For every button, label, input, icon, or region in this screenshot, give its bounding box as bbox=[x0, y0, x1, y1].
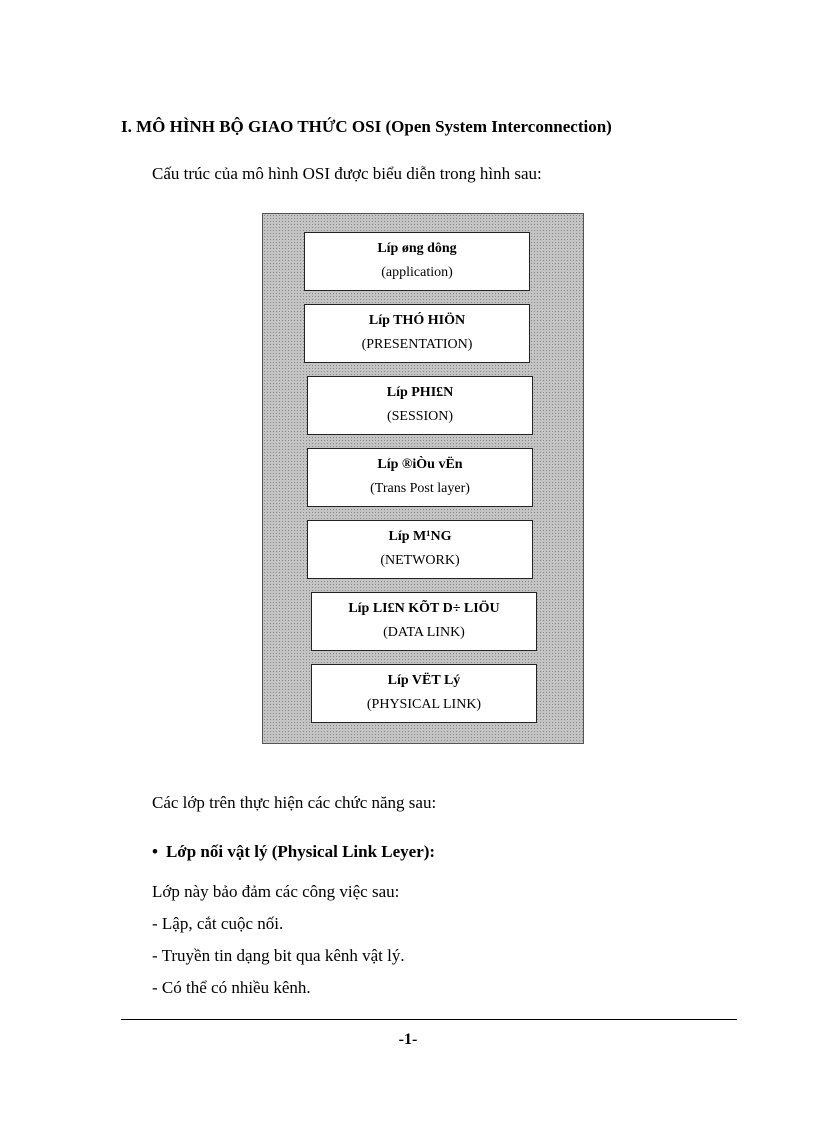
page-number: -1- bbox=[398, 1031, 418, 1048]
osi-layer-network bbox=[307, 520, 533, 579]
layer-name: Líp PHI£N bbox=[386, 385, 454, 400]
layer-subtitle: (PRESENTATION) bbox=[361, 337, 473, 352]
layer-subtitle: (PHYSICAL LINK) bbox=[366, 697, 482, 712]
layer-subtitle: (application) bbox=[381, 265, 453, 280]
osi-model-diagram bbox=[262, 213, 584, 744]
osi-layer-application bbox=[304, 232, 530, 291]
osi-layer-presentation bbox=[304, 304, 530, 363]
osi-layer-session bbox=[307, 376, 533, 435]
layer-name: Líp M¹NG bbox=[388, 529, 452, 544]
layer-name: Líp THÓ HIÖN bbox=[368, 313, 466, 328]
bullet-icon: • bbox=[152, 842, 158, 861]
section-heading: I. MÔ HÌNH BỘ GIAO THỨC OSI (Open System Interconnection) bbox=[121, 117, 612, 136]
bullet-item bbox=[152, 842, 435, 862]
layer-name: Líp ®iÒu vËn bbox=[377, 457, 463, 472]
body-line: Lớp này bảo đảm các công việc sau: bbox=[152, 882, 400, 901]
layer-subtitle: (DATA LINK) bbox=[383, 625, 465, 640]
layer-subtitle: (SESSION) bbox=[386, 409, 454, 424]
layer-subtitle: (Trans Post layer) bbox=[370, 481, 470, 496]
osi-layer-physical bbox=[311, 664, 537, 723]
layer-name: Líp VËT Lý bbox=[387, 673, 461, 688]
layer-name: Líp øng dông bbox=[377, 241, 457, 256]
body-line: - Có thể có nhiều kênh. bbox=[152, 978, 311, 997]
bullet-title: Lớp nối vật lý (Physical Link Leyer): bbox=[165, 842, 436, 861]
body-line: - Truyền tin dạng bit qua kênh vật lý. bbox=[152, 946, 405, 965]
functions-intro: Các lớp trên thực hiện các chức năng sau: bbox=[152, 793, 437, 812]
layer-subtitle: (NETWORK) bbox=[380, 553, 460, 568]
footer-divider bbox=[121, 1019, 737, 1020]
osi-layer-data-link bbox=[311, 592, 537, 651]
layer-name: Líp LI£N KÕT D÷ LIÖU bbox=[348, 601, 500, 616]
body-line: - Lập, cắt cuộc nối. bbox=[152, 914, 284, 933]
intro-paragraph: Cấu trúc của mô hình OSI được biểu diễn trong hình sau: bbox=[152, 164, 542, 183]
osi-layer-transport bbox=[307, 448, 533, 507]
